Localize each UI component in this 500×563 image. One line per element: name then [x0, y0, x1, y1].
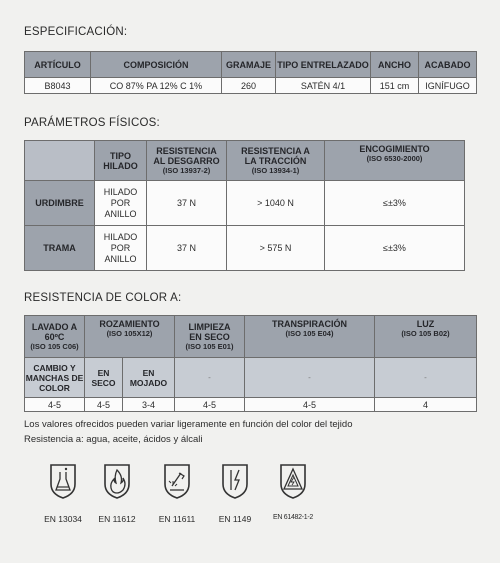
color-value-lavado: 4-5	[25, 398, 85, 412]
sub-line: MANCHAS DE	[25, 372, 84, 383]
hilado-line: POR	[110, 197, 131, 208]
header-standard: (ISO 6530-2000)	[366, 154, 423, 163]
arc-flash-icon	[278, 462, 308, 500]
header-line2: HILADO	[103, 160, 138, 171]
physical-row-label: URDIMBRE	[25, 181, 95, 226]
header-line1: LIMPIEZA	[188, 321, 231, 332]
cert-en13034	[36, 462, 90, 524]
color-sub-dash: -	[245, 358, 375, 398]
cert-en61482	[266, 462, 320, 521]
spec-title: ESPECIFICACIÓN:	[24, 26, 128, 38]
cert-code: EN 1149	[218, 514, 252, 524]
spec-header-tipo-entrelazado: TIPO ENTRELAZADO	[276, 52, 371, 78]
header-standard: (ISO 105 C06)	[30, 341, 79, 351]
color-value-transpiracion: 4-5	[245, 398, 375, 412]
cert-code: EN 61482-1-2	[273, 514, 313, 521]
color-sub-dash: -	[175, 358, 245, 398]
sub-line: COLOR	[39, 382, 70, 393]
physical-encogimiento: ≤±3%	[325, 181, 465, 226]
hilado-line: POR	[110, 242, 131, 253]
color-header-rozamiento	[85, 316, 175, 358]
color-header-transpiracion	[245, 316, 375, 358]
header-standard: (ISO 13934-1)	[251, 165, 300, 175]
physical-header-tipo-hilado	[95, 141, 147, 181]
physical-hilado	[95, 181, 147, 226]
header-line1: ROZAMIENTO	[99, 319, 160, 329]
hilado-line: HILADO	[103, 231, 138, 242]
color-sub-seco	[85, 358, 123, 398]
color-header-lavado	[25, 316, 85, 358]
flame-icon	[102, 462, 132, 500]
spec-header-gramaje: GRAMAJE	[222, 52, 276, 78]
header-line1: LUZ	[416, 319, 435, 329]
color-table	[24, 315, 477, 412]
spec-articulo: B8043	[25, 78, 91, 94]
physical-table	[24, 140, 465, 271]
spec-ancho: 151 cm	[371, 78, 419, 94]
color-header-luz	[375, 316, 477, 358]
spec-acabado: IGNÍFUGO	[419, 78, 477, 94]
hilado-line: ANILLO	[104, 253, 137, 264]
header-line1: RESISTENCIA A	[241, 145, 310, 156]
physical-desgarro: 37 N	[147, 226, 227, 271]
color-sub-mojado	[123, 358, 175, 398]
header-line1: TIPO	[109, 150, 131, 161]
physical-desgarro: 37 N	[147, 181, 227, 226]
spec-header-articulo: ARTÍCULO	[25, 52, 91, 78]
color-value-limpieza: 4-5	[175, 398, 245, 412]
color-sub-dash: -	[375, 358, 477, 398]
header-standard: (ISO 105 B02)	[401, 329, 450, 338]
physical-hilado	[95, 226, 147, 271]
spec-header-composicion: COMPOSICIÓN	[91, 52, 222, 78]
physical-header-desgarro	[147, 141, 227, 181]
physical-header-traccion	[227, 141, 325, 181]
color-title: RESISTENCIA DE COLOR A:	[24, 292, 182, 304]
physical-title: PARÁMETROS FÍSICOS:	[24, 117, 160, 129]
color-value-luz: 4	[375, 398, 477, 412]
sub-line: SECO	[91, 377, 116, 388]
cert-en11612	[90, 462, 144, 524]
header-standard: (ISO 13937-2)	[162, 165, 211, 175]
header-standard: (ISO 105X12)	[106, 329, 153, 338]
physical-traccion: > 1040 N	[227, 181, 325, 226]
note-variation: Los valores ofrecidos pueden variar ligeramente en función del color del tejido	[24, 419, 353, 430]
header-line2: LA TRACCIÓN	[244, 155, 307, 166]
header-line1: LAVADO A	[31, 321, 78, 332]
header-line1: ENCOGIMIENTO	[359, 144, 430, 154]
welding-icon	[162, 462, 192, 500]
physical-header-encogimiento	[325, 141, 465, 181]
hilado-line: ANILLO	[104, 208, 137, 219]
chemical-flask-icon	[48, 462, 78, 500]
color-sub-cambio	[25, 358, 85, 398]
physical-traccion: > 575 N	[227, 226, 325, 271]
physical-row-label: TRAMA	[25, 226, 95, 271]
header-standard: (ISO 105 E01)	[185, 341, 234, 351]
color-value-seco: 4-5	[85, 398, 123, 412]
spec-gramaje: 260	[222, 78, 276, 94]
sub-line: EN	[142, 367, 155, 378]
spec-header-ancho: ANCHO	[371, 52, 419, 78]
header-line2: AL DESGARRO	[153, 155, 220, 166]
header-line1: RESISTENCIA	[156, 145, 217, 156]
sub-line: EN	[97, 367, 110, 378]
color-header-limpieza	[175, 316, 245, 358]
header-line2: 60ºC	[44, 331, 65, 342]
spec-tipo-entrelazado: SATÉN 4/1	[276, 78, 371, 94]
certification-icons	[36, 462, 496, 542]
header-line2: EN SECO	[189, 331, 230, 342]
physical-encogimiento: ≤±3%	[325, 226, 465, 271]
spec-header-acabado: ACABADO	[419, 52, 477, 78]
header-line1: TRANSPIRACIÓN	[271, 319, 347, 329]
cert-code: EN 13034	[44, 514, 82, 524]
lightning-icon	[220, 462, 250, 500]
sub-line: MOJADO	[129, 377, 168, 388]
hilado-line: HILADO	[103, 186, 138, 197]
physical-corner	[25, 141, 95, 181]
cert-code: EN 11611	[158, 514, 196, 524]
spec-table	[24, 51, 477, 94]
color-value-mojado: 3-4	[123, 398, 175, 412]
cert-en11611	[150, 462, 204, 524]
cert-en1149	[208, 462, 262, 524]
sub-line: CAMBIO Y	[33, 362, 76, 373]
spec-composicion: CO 87% PA 12% C 1%	[91, 78, 222, 94]
note-resistance: Resistencia a: agua, aceite, ácidos y álcali	[24, 434, 203, 445]
cert-code: EN 11612	[98, 514, 136, 524]
header-standard: (ISO 105 E04)	[285, 329, 334, 338]
